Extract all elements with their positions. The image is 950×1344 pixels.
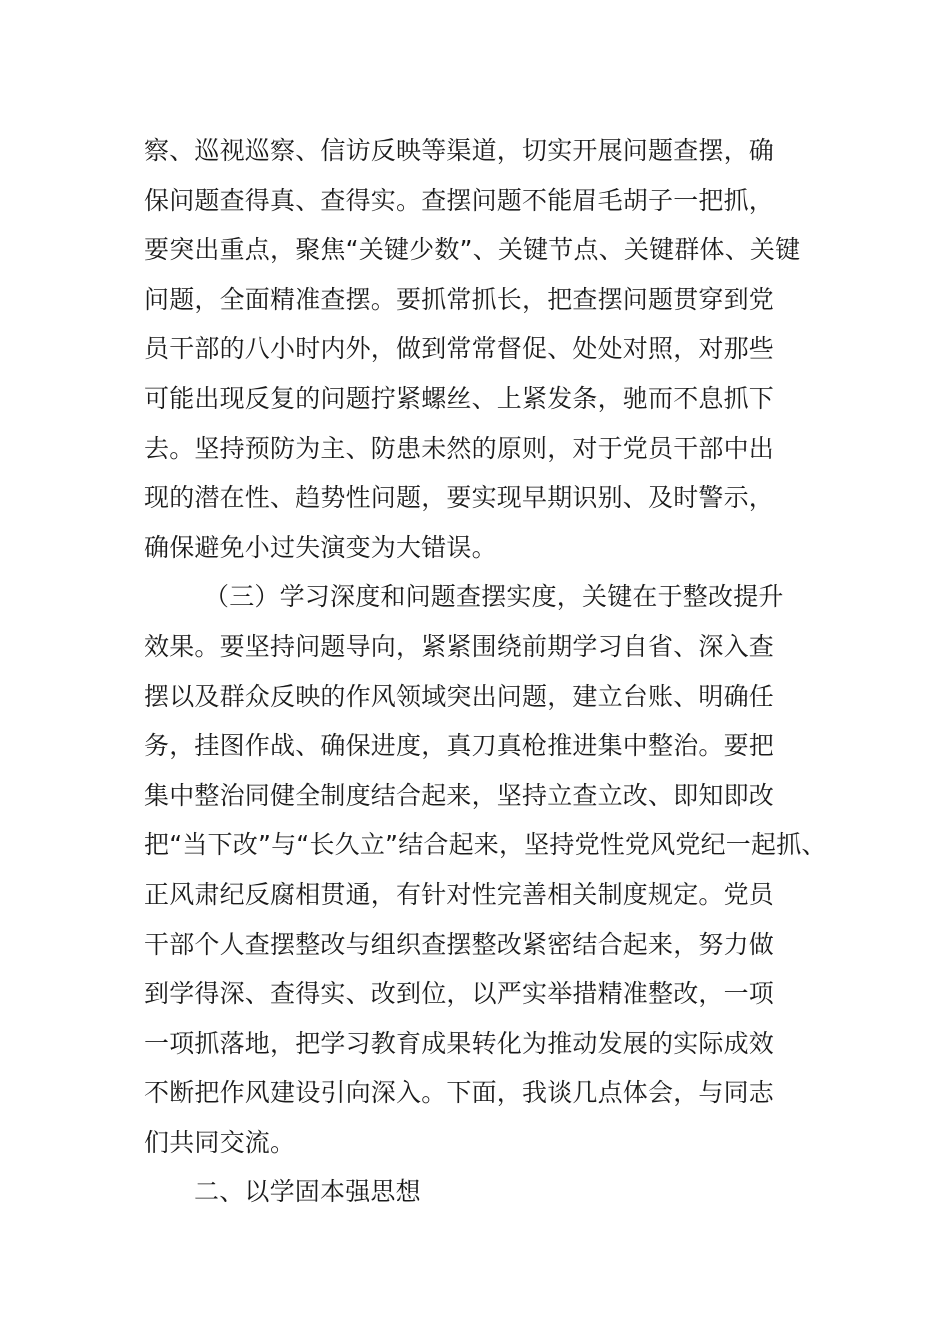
section-three-first-line: （三）学习深度和问题查摆实度，关键在于整改提升 xyxy=(204,582,784,612)
section-heading: 二、以学固本强思想 xyxy=(194,1177,421,1207)
text-line: 去。坚持预防为主、防患未然的原则，对于党员干部中出 xyxy=(144,433,775,463)
text-line: 要突出重点，聚焦“关键少数”、关键节点、关键群体、关键 xyxy=(144,235,801,265)
text-line: 务，挂图作战、确保进度，真刀真枪推进集中整治。要把 xyxy=(144,731,775,761)
text-line: 察、巡视巡察、信访反映等渠道，切实开展问题查摆，确 xyxy=(144,136,775,165)
text-line: 员干部的八小时内外，做到常常督促、处处对照，对那些 xyxy=(144,334,775,364)
text-line: 保问题查得真、查得实。查摆问题不能眉毛胡子一把抓， xyxy=(144,185,775,215)
text-line: 可能出现反复的问题拧紧螺丝、上紧发条，驰而不息抓下 xyxy=(144,383,775,413)
text-line: 把“当下改”与“长久立”结合起来，坚持党性党风党纪一起抓、 xyxy=(144,830,827,860)
text-line: 摆以及群众反映的作风领域突出问题，建立台账、明确任 xyxy=(144,681,775,711)
text-line: 问题，全面精准查摆。要抓常抓长，把查摆问题贯穿到党 xyxy=(144,284,775,314)
text-line: 确保避免小过失演变为大错误。 xyxy=(144,532,497,562)
text-line: 到学得深、查得实、改到位，以严实举措精准整改，一项 xyxy=(144,979,775,1009)
text-line: 集中整治同健全制度结合起来，坚持立查立改、即知即改 xyxy=(144,780,775,810)
text-line: 效果。要坚持问题导向，紧紧围绕前期学习自省、深入查 xyxy=(144,631,775,661)
body-text xyxy=(144,126,827,1217)
text-line: 们共同交流。 xyxy=(144,1127,296,1157)
text-line: 一项抓落地，把学习教育成果转化为推动发展的实际成效 xyxy=(144,1028,775,1058)
text-line: 干部个人查摆整改与组织查摆整改紧密结合起来，努力做 xyxy=(144,929,775,959)
text-line: 正风肃纪反腐相贯通，有针对性完善相关制度规定。党员 xyxy=(144,879,775,909)
text-line: 不断把作风建设引向深入。下面，我谈几点体会，与同志 xyxy=(144,1078,775,1108)
text-line: 现的潜在性、趋势性问题，要实现早期识别、及时警示， xyxy=(144,483,775,513)
